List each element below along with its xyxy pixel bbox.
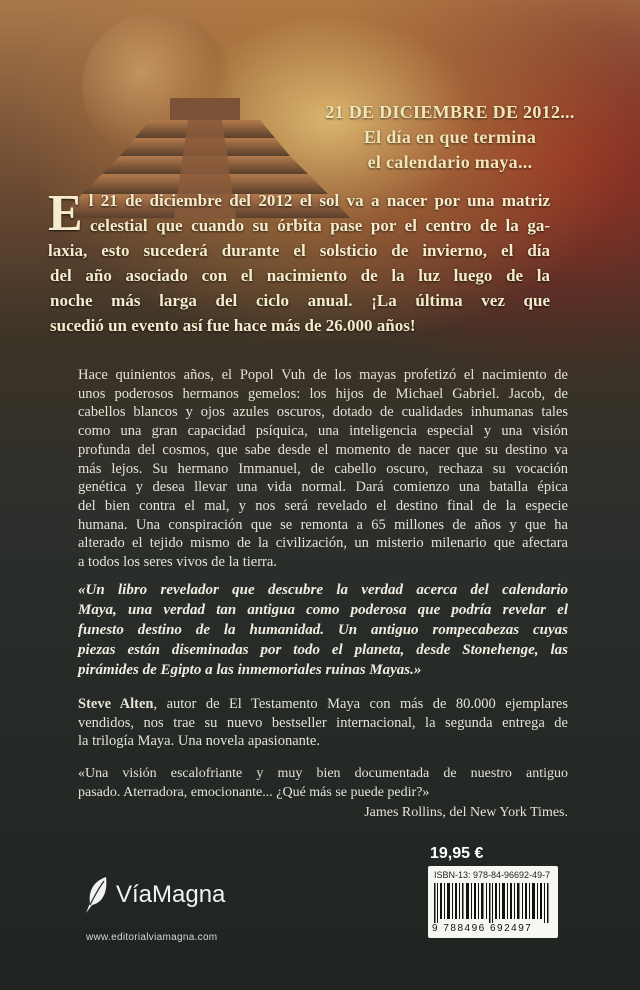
synopsis-line: cabellos blancos y ojos azules oscuros, dotado de cualidades inhumanas tales	[78, 404, 568, 421]
price-label: 19,95 €	[430, 845, 484, 862]
quote-line: «Un libro revelador que descubre la verdad acerca del calendario	[78, 582, 568, 598]
quote-attribution: James Rollins, del New York Times.	[364, 805, 568, 820]
publisher-website: www.editorialviamagna.com	[86, 932, 218, 943]
synopsis-line: a todos los seres vivos de la tierra.	[78, 554, 277, 571]
lead-line: noche más larga del ciclo anual. ¡La última vez que	[50, 291, 550, 310]
barcode-number: 9 788496 692497	[432, 923, 533, 934]
publisher-logo	[84, 875, 225, 915]
synopsis-line: profunda del cosmos, que sabe desde el momento de nacer que su destino va	[78, 441, 568, 458]
synopsis-paragraph	[78, 366, 568, 572]
synopsis-line: como una gran capacidad psíquica, una inteligencia especial y una visión	[78, 423, 568, 440]
author-line: la trilogía Maya. Una novela apasionante.	[78, 733, 320, 750]
lead-line: l 21 de diciembre del 2012 el sol va a nacer por una matriz	[88, 191, 550, 210]
blurb-quote	[78, 765, 568, 802]
author-line: vendidos, nos trae su nuevo bestseller internacional, la segunda entrega de	[78, 714, 568, 731]
lead-line: sucedió un evento así fue hace más de 26.000 años!	[50, 316, 416, 335]
review-quote	[78, 580, 568, 680]
barcode-sticker	[428, 866, 558, 938]
synopsis-line: Hace quinientos años, el Popol Vuh de los mayas profetizó el nacimiento de	[78, 367, 568, 383]
lead-line: laxia, esto sucederá durante el solsticio de invierno, el día	[48, 241, 550, 260]
author-line	[78, 695, 568, 714]
quote-line: piezas están diseminadas por todo el planeta, desde Stonehenge, las	[78, 642, 568, 658]
synopsis-line: genética y desea llevar una vida normal. Dará comienzo una batalla épica	[78, 479, 568, 496]
synopsis-line: humana. Una conspiración que se remonta a 65 millones de años y que ha	[78, 516, 568, 533]
lead-paragraph	[48, 185, 550, 338]
tagline-line: El día en que termina	[363, 127, 537, 147]
synopsis-line: unos poderosos hermanos gemelos: los hijos de Michael Gabriel. Jacob, de	[78, 385, 568, 402]
drop-cap: E	[48, 185, 83, 242]
barcode-icon	[434, 883, 552, 923]
tagline	[300, 100, 600, 175]
quote-line: «Una visión escalofriante y muy bien documentada de nuestro antiguo	[78, 766, 568, 781]
synopsis-line: alterado el tejido mismo de la civilización, un misterio milenario que afectara	[78, 535, 568, 552]
publisher-name: VíaMagna	[116, 881, 226, 908]
quote-line: Maya, una verdad tan antigua como poderosa que podría revelar el	[78, 602, 568, 618]
synopsis-line: del bien contra el mal, y nos será revelado el destino final de la especie	[78, 497, 568, 514]
tagline-line: 21 DE DICIEMBRE DE 2012...	[325, 102, 575, 122]
feather-logo-icon	[84, 875, 110, 915]
synopsis-line: más lejos. Su hermano Immanuel, de cabello oscuro, rechaza su vocación	[78, 460, 568, 477]
author-paragraph	[78, 695, 568, 751]
lead-line: del año asociado con el nacimiento de la luz luego de la	[50, 266, 550, 285]
author-name: Steve Alten	[78, 696, 154, 712]
quote-line: pasado. Aterradora, emocionante... ¿Qué más se puede pedir?»	[78, 784, 430, 800]
lead-line: celestial que cuando su órbita pase por el centro de la ga-	[90, 216, 550, 235]
author-line-text: , autor de El Testamento Maya con más de 80.000 ejemplares	[153, 696, 569, 712]
quote-line: pirámides de Egipto a las inmemoriales ruinas Mayas.»	[78, 662, 422, 678]
isbn-label: ISBN-13: 978-84-96692-49-7	[434, 870, 551, 880]
quote-line: funesto destino de la humanidad. Un antiguo rompecabezas cuyas	[78, 622, 568, 638]
tagline-line: el calendario maya...	[367, 152, 533, 172]
